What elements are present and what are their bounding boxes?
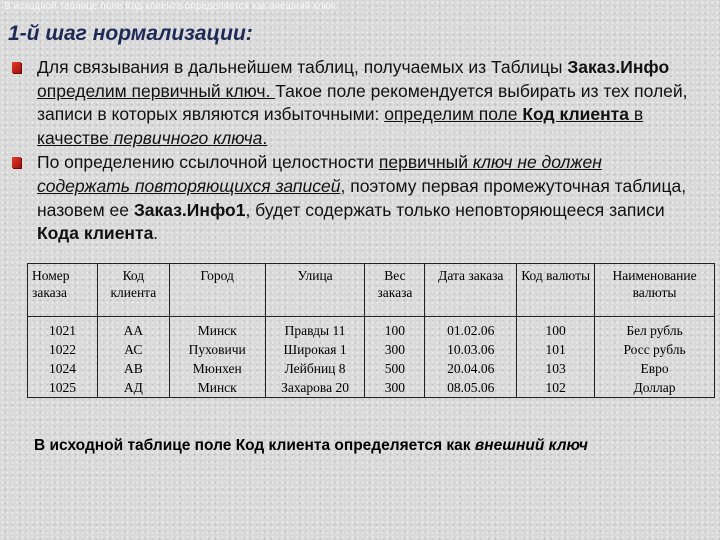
bullet-list: [8, 56, 708, 247]
bullet-item-referential-integrity: [8, 151, 708, 245]
table-cell: 10.03.06: [425, 340, 517, 359]
table-row: [28, 317, 715, 341]
table-cell: Минск: [169, 378, 265, 398]
table-cell: 1024: [28, 359, 98, 378]
table-cell: 101: [517, 340, 595, 359]
orders-table: [27, 263, 715, 398]
table-cell: 103: [517, 359, 595, 378]
bullet-item-primary-key: [8, 56, 708, 150]
slide-title: 1-й шаг нормализации:: [8, 22, 253, 45]
table-cell: 1025: [28, 378, 98, 398]
table-row: [28, 378, 715, 398]
table-header-row: [28, 264, 715, 317]
column-header-order-date: Дата заказа: [425, 264, 517, 317]
table-cell: 1022: [28, 340, 98, 359]
table-cell: АС: [97, 340, 169, 359]
table-cell: 1021: [28, 317, 98, 341]
table-cell: 100: [365, 317, 425, 341]
column-header-city: Город: [169, 264, 265, 317]
column-header-order-weight: Вес заказа: [365, 264, 425, 317]
foreign-key-emphasis: внешний ключ: [474, 437, 588, 454]
table-cell: Пуховичи: [169, 340, 265, 359]
table-cell: АВ: [97, 359, 169, 378]
foreign-key-note: В исходной таблице поле Код клиента определяется как внешний ключ: [34, 437, 588, 454]
bullet-square-icon: [12, 157, 21, 168]
table-cell: Росс рубль: [595, 340, 715, 359]
table-cell: Мюнхен: [169, 359, 265, 378]
table-row: [28, 359, 715, 378]
bullet-text: Для связывания в дальнейшем таблиц, получаемых из Таблицы Заказ.Инфо определим первичный ключ. Такое поле рекомендуется выбирать из тех полей, записи в которых являются избыточными: определим поле Код клиента в качестве первичного ключа.: [37, 57, 688, 148]
table-cell: АА: [97, 317, 169, 341]
slide-header-note: В исходной таблице поле Код клиента определяется как внешний ключ: [4, 1, 336, 12]
table-cell: Захарова 20: [265, 378, 365, 398]
column-header-currency-code: Код валюты: [517, 264, 595, 317]
column-header-currency-name: Наименование валюты: [595, 264, 715, 317]
column-header-street: Улица: [265, 264, 365, 317]
table-cell: 300: [365, 340, 425, 359]
table-cell: АД: [97, 378, 169, 398]
column-header-client-code: Код клиента: [97, 264, 169, 317]
column-header-order-number: Номер заказа: [28, 264, 98, 317]
table-cell: Лейбниц 8: [265, 359, 365, 378]
table-cell: Бел рубль: [595, 317, 715, 341]
table-cell: Правды 11: [265, 317, 365, 341]
table-row: [28, 340, 715, 359]
bullet-square-icon: [12, 62, 21, 73]
table-cell: Евро: [595, 359, 715, 378]
table-cell: Широкая 1: [265, 340, 365, 359]
table-cell: 102: [517, 378, 595, 398]
table-cell: Доллар: [595, 378, 715, 398]
table-cell: 01.02.06: [425, 317, 517, 341]
table-cell: 20.04.06: [425, 359, 517, 378]
table-cell: 300: [365, 378, 425, 398]
table-cell: 100: [517, 317, 595, 341]
table-cell: 500: [365, 359, 425, 378]
table-cell: 08.05.06: [425, 378, 517, 398]
bullet-text: По определению ссылочной целостности первичный ключ не должен содержать повторяющихся записей, поэтому первая промежуточная таблица, назовем ее Заказ.Инфо1, будет содержать только неповторяющееся записи Кода клиента.: [37, 152, 687, 244]
table-cell: Минск: [169, 317, 265, 341]
